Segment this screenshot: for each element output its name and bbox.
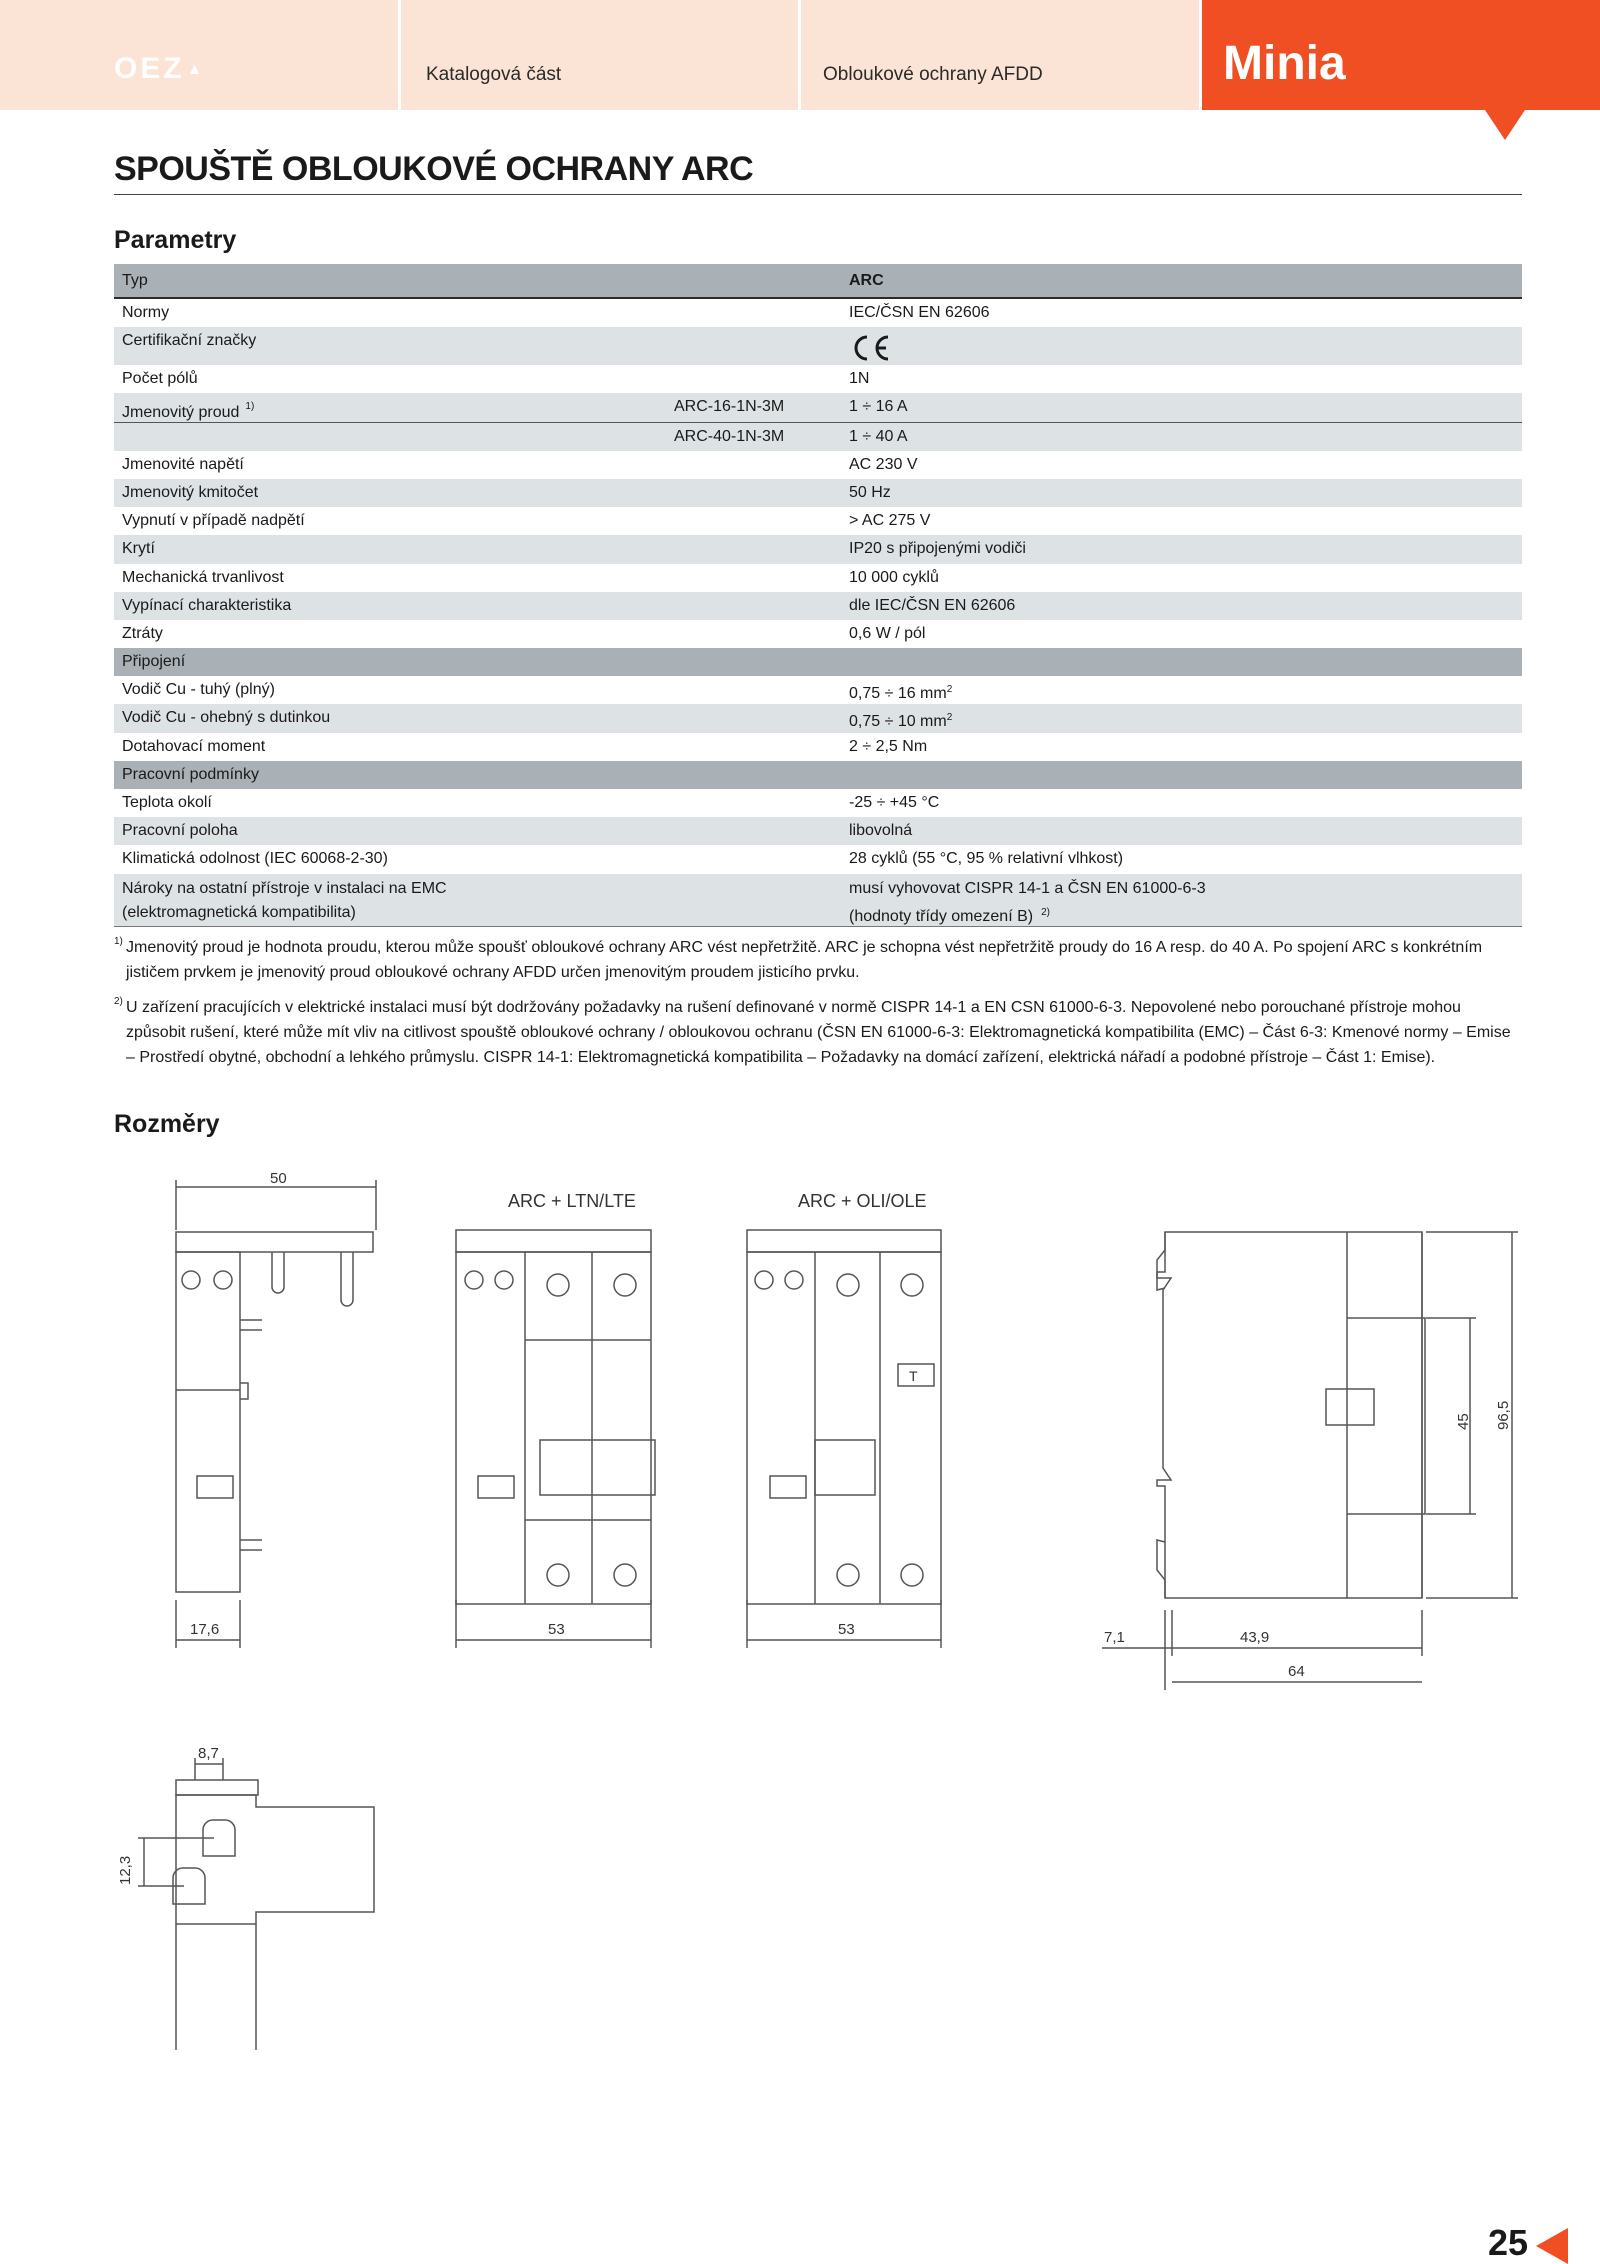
- row-label: Mechanická trvanlivost: [122, 568, 284, 586]
- title-divider: [114, 194, 1522, 195]
- section-label: Připojení: [122, 653, 186, 671]
- row-label: Normy: [122, 304, 170, 321]
- row-value: libovolná: [849, 822, 913, 840]
- table-row: [114, 365, 1522, 393]
- dim-label: 7,1: [1104, 1629, 1125, 1646]
- table-section-row: [114, 761, 1522, 789]
- footnotes: [114, 935, 1522, 1080]
- row-subtype: ARC-40-1N-3M: [674, 427, 785, 445]
- row-value: 28 cyklů (55 °C, 95 % relativní vlhkost): [849, 850, 1124, 868]
- row-value: 50 Hz: [849, 483, 891, 501]
- row-label: Jmenovitý kmitočet: [122, 483, 259, 501]
- header-logo-cell: [0, 0, 398, 110]
- dimension-drawings: [0, 1150, 1600, 2050]
- params-heading: Parametry: [114, 226, 237, 254]
- row-label: Ztráty: [122, 624, 163, 642]
- section-label: Pracovní podmínky: [122, 765, 259, 783]
- header-catalog-text: Katalogová část: [426, 64, 562, 85]
- table-row: [114, 845, 1522, 873]
- drawing-arc-ltn: [456, 1191, 655, 1648]
- row-value: > AC 275 V: [849, 512, 931, 530]
- row-value: 1N: [849, 370, 870, 388]
- page-header: [0, 0, 1600, 110]
- drawing-title: ARC + OLI/OLE: [798, 1191, 927, 1211]
- drawing-title: ARC + LTN/LTE: [508, 1191, 636, 1211]
- table-header-label: Typ: [122, 272, 148, 289]
- dim-label: 53: [548, 1621, 565, 1638]
- header-section-cell: [801, 0, 1199, 110]
- dim-label: 12,3: [117, 1855, 134, 1885]
- row-label: Jmenovité napětí: [122, 455, 244, 473]
- row-value: 10 000 cyklů: [849, 568, 939, 586]
- table-row: [114, 817, 1522, 845]
- row-label: Krytí: [122, 540, 155, 558]
- page-title: SPOUŠTĚ OBLOUKOVÉ OCHRANY ARC: [114, 150, 754, 188]
- t-label: T: [909, 1368, 918, 1384]
- parameter-table: [114, 264, 1522, 927]
- header-catalog-cell: [401, 0, 798, 110]
- row-value: IEC/ČSN EN 62606: [849, 304, 990, 321]
- row-label: Pracovní poloha: [122, 822, 238, 840]
- table-section-row: [114, 648, 1522, 676]
- footnote: 2) U zařízení pracujících v elektrické instalaci musí být dodržovány požadavky na rušení definované v normě CISPR 14-1 a EN CSN 61000-6-3. Nepovolené nebo porouchané přístroje mohou způsobit rušení, které může mít vliv na citlivost spouště obloukové ochrany / obloukovou ochranu (ČSN EN 61000-6-3: Elektromagnetická kompatibilita (EMC) – Část 6-3: Kmenové normy – Emise – Prostředí obytné, obchodní a lehkého průmyslu. CISPR 14-1: Elektromagnetická kompatibilita – Požadavky na domácí zařízení, elektrická nářadí a podobné přístroje – Část 1: Emise).: [114, 996, 1511, 1066]
- row-subtype: ARC-16-1N-3M: [674, 398, 785, 416]
- row-label: Nároky na ostatní přístroje v instalaci na EMC (elektromagnetická kompatibilita): [122, 879, 447, 921]
- table-row: [114, 479, 1522, 507]
- row-label: Vypínací charakteristika: [122, 596, 292, 614]
- dim-label: 17,6: [190, 1621, 220, 1638]
- table-row: [114, 620, 1522, 648]
- header-section-text: Obloukové ochrany AFDD: [823, 64, 1043, 85]
- row-label: Klimatická odolnost (IEC 60068-2-30): [122, 850, 388, 868]
- table-row: [114, 451, 1522, 479]
- dim-label: 96,5: [1495, 1400, 1512, 1430]
- brand-title: Minia: [1223, 37, 1346, 90]
- row-label: Jmenovitý proud $^{1)}$: [122, 401, 255, 422]
- table-row: [114, 704, 1522, 732]
- dim-label: 43,9: [1240, 1629, 1270, 1646]
- row-value: musí vyhovovat CISPR 14-1 a ČSN EN 61000-6-3 (hodnoty třídy omezení B) $^{2)}$: [849, 879, 1206, 925]
- dims-heading: Rozměry: [114, 1110, 220, 1138]
- row-label: Počet pólů: [122, 370, 198, 388]
- dim-label: 8,7: [198, 1745, 219, 1762]
- row-label: Teplota okolí: [122, 794, 212, 811]
- dim-label: 64: [1288, 1663, 1305, 1680]
- table-row: [114, 393, 1522, 421]
- row-label: Dotahovací moment: [122, 737, 266, 755]
- table-row: [114, 327, 1522, 365]
- table-row: [114, 733, 1522, 761]
- page-marker: [1536, 2228, 1568, 2264]
- row-value: 1 ÷ 40 A: [849, 427, 908, 445]
- row-label: Vodič Cu - ohebný s dutinkou: [122, 709, 331, 727]
- table-row: [114, 507, 1522, 535]
- row-label: Vodič Cu - tuhý (plný): [122, 681, 275, 699]
- dim-label: 50: [270, 1170, 287, 1187]
- page-number: 25: [1488, 2222, 1529, 2263]
- table-row: [114, 299, 1522, 327]
- dim-label: 53: [838, 1621, 855, 1638]
- row-value: IP20 s připojenými vodiči: [849, 540, 1026, 558]
- table-row: [114, 592, 1522, 620]
- drawing-terminal-detail: [117, 1745, 374, 2050]
- row-value: -25 ÷ +45 °C: [849, 794, 940, 811]
- row-value: 1 ÷ 16 A: [849, 398, 908, 416]
- drawing-side-view: [176, 1170, 376, 1648]
- header-notch: [1485, 110, 1525, 140]
- oez-logo: OEZ ▲: [114, 52, 206, 85]
- drawing-profile: [1102, 1232, 1518, 1690]
- table-row: [114, 564, 1522, 592]
- table-header-row: [114, 264, 1522, 299]
- row-value: AC 230 V: [849, 455, 918, 473]
- drawing-arc-oli: [747, 1191, 941, 1648]
- row-value: 0,75 ÷ 10 $mm^2$: [849, 712, 953, 731]
- footnote: 1) Jmenovitý proud je hodnota proudu, kterou může spoušť obloukové ochrany ARC vést nepřetržitě. ARC je schopna vést nepřetržitě proudy do 16 A resp. do 40 A. Po spojení ARC s konkrétním jističem prvkem je jmenovitý proud obloukové ochrany AFDD určen jmenovitým proudem jisticího prvku.: [114, 936, 1483, 981]
- row-value: dle IEC/ČSN EN 62606: [849, 596, 1016, 614]
- table-row: [114, 789, 1522, 817]
- table-header-value: ARC: [849, 272, 884, 289]
- row-label: Vypnutí v případě nadpětí: [122, 512, 305, 530]
- row-value: 0,6 W / pól: [849, 624, 926, 642]
- table-row: [114, 535, 1522, 563]
- table-row: [114, 874, 1522, 927]
- row-label: Certifikační značky: [122, 332, 257, 350]
- row-value: 0,75 ÷ 16 $mm^2$: [849, 684, 953, 703]
- table-row: [114, 422, 1522, 451]
- row-value: 2 ÷ 2,5 Nm: [849, 737, 928, 755]
- table-row: [114, 676, 1522, 704]
- dim-label: 45: [1455, 1413, 1472, 1430]
